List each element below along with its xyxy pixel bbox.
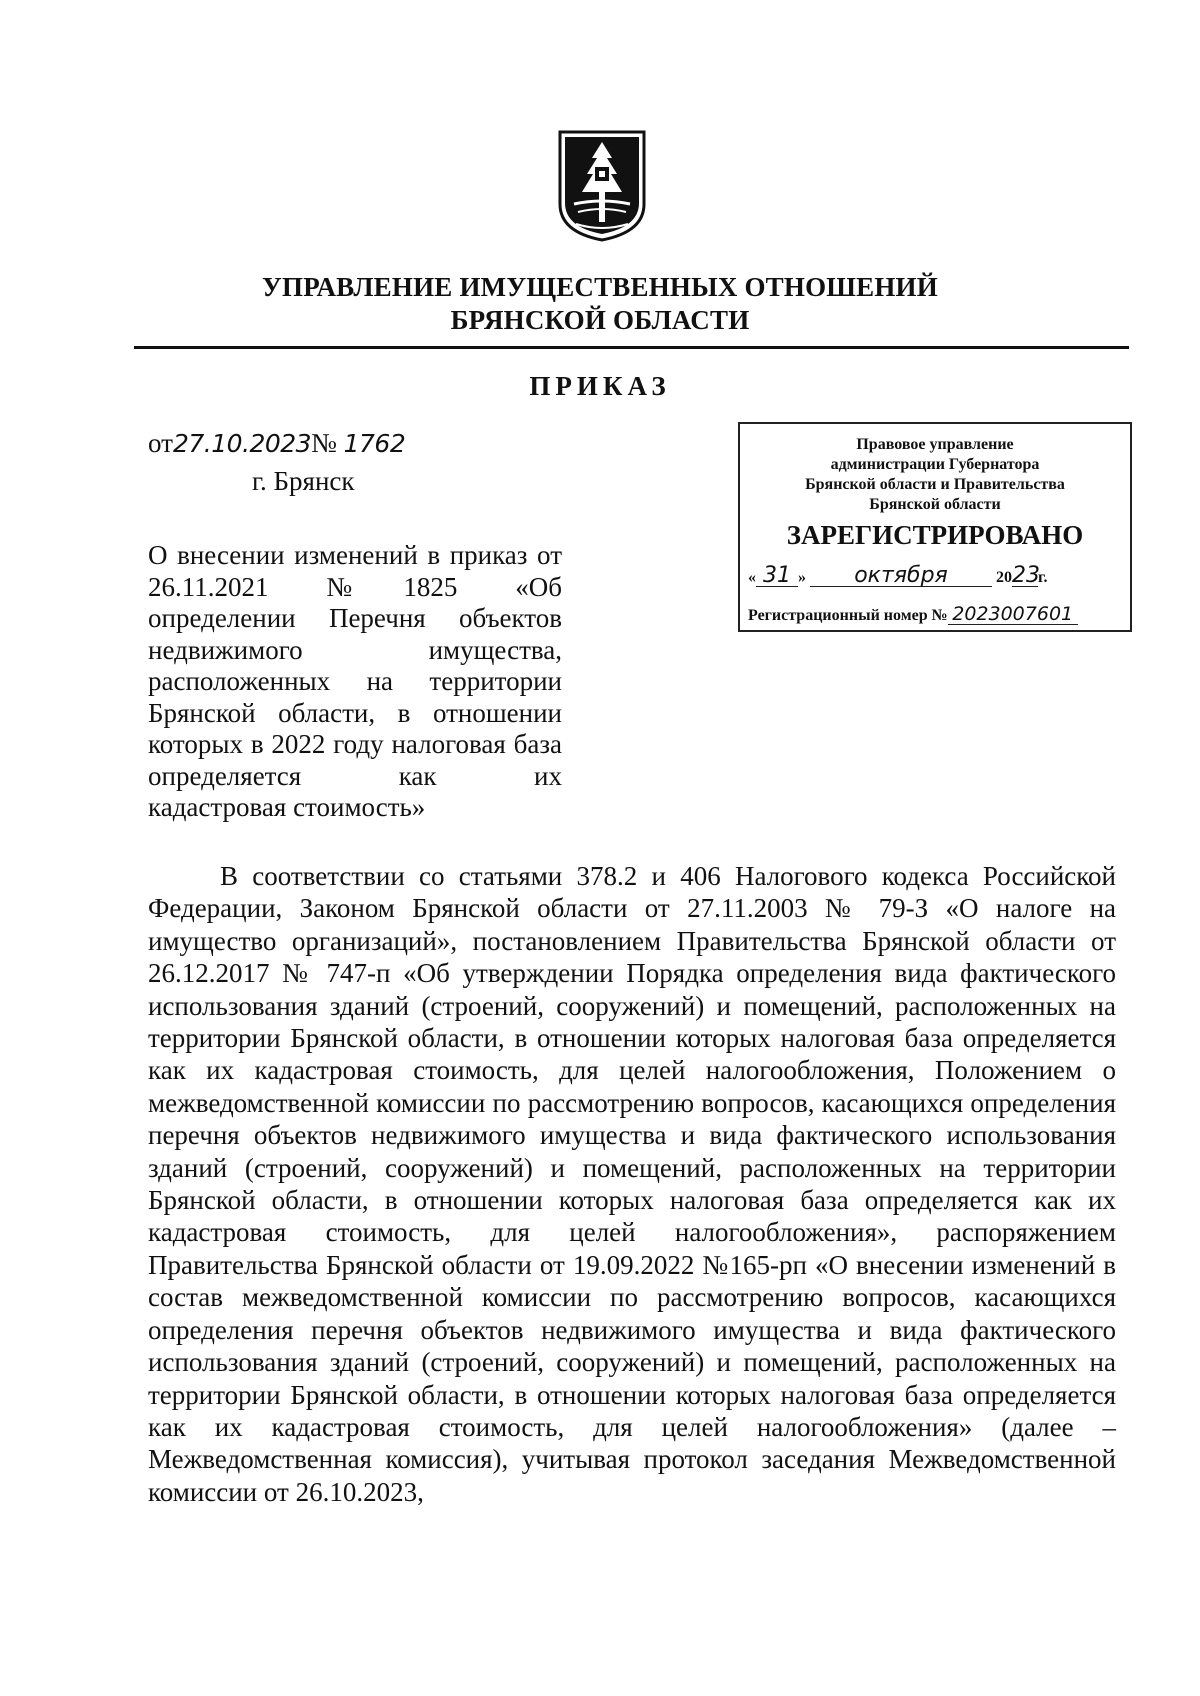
stamp-line2: администрации Губернатора	[830, 456, 1040, 473]
stamp-reg-label: Регистрационный номер №	[748, 607, 948, 624]
stamp-registration-number	[748, 604, 1128, 625]
number-prefix: №	[311, 428, 337, 458]
stamp-registered: ЗАРЕГИСТРИРОВАНО	[786, 520, 1084, 550]
order-subject	[148, 540, 562, 824]
stamp-day-open: «	[748, 569, 756, 586]
stamp-line1: Правовое управление	[856, 436, 1014, 453]
order-subject-text: О внесении изменений в приказ от 26.11.2021 №1825 «Об определении Перечня объектов недвижимого имущества, расположенных на территории Брянской области, в отношении которых в 2022 году налоговая база определяется как их	[148, 540, 562, 791]
stamp-line3: Брянской области и Правительства	[805, 476, 1065, 493]
order-body-paragraph: В соответствии со статьями 378.2 и 406 Налогового кодекса Российской Федерации, Законом Брянской области от 27.11.2003 № 79-З «О налоге на имущество организаций», постановлением Правительства Брянской области от 26.12.2017 № 747-п «Об утверждении Порядка определения вида фактического использования зданий (строений, сооружений) и помещений, расположенных на территории Брянской области, в отношении которых налоговая база определяется как их кадастровая стоимость, для целей налогообложения, Положением о межведомственной комиссии по рассмотрению вопросов, касающихся определения перечня объектов недвижимого имущества и вида фактического использования зданий (строений, сооружений) и помещений, расположенных на территории Брянской области, в отношении которых налоговая база определяется как их кадастровая стоимость, для целей налогообложения», распоряжением Правительства Брянской области от 19.09.2022 №165-рп «О внесении изменений в состав межведомственной комиссии по рассмотрению вопросов, касающихся определения перечня объектов недвижимого имущества и вида фактического использования зданий (строений, сооружений) и помещений, расположенных на территории Брянской области, в отношении которых налоговая база определяется как их кадастровая стоимость, для целей налогообложения» (далее – Межведомственная комиссия), учитывая протокол заседания Межведомственной комиссии от 26.10.2023,	[148, 861, 1116, 1507]
stamp-year: 23	[1012, 563, 1040, 588]
city: г. Брянск	[252, 466, 355, 496]
handwritten-number: 1762	[343, 429, 406, 458]
document-type-title: ПРИКАЗ	[529, 371, 671, 401]
stamp-line4: Брянской области	[869, 496, 1001, 513]
header-divider	[134, 346, 1129, 349]
stamp-month: октября	[810, 566, 992, 587]
stamp-reg-number: 2023007601	[948, 604, 1078, 625]
order-subject-last-line: кадастровая стоимость»	[148, 792, 426, 822]
handwritten-date: 27.10.2023	[172, 429, 312, 458]
organization-name-line2: БРЯНСКОЙ ОБЛАСТИ	[450, 305, 750, 335]
date-prefix: от	[148, 428, 173, 458]
stamp-year-suffix: г.	[1038, 569, 1048, 586]
stamp-day: 31	[756, 566, 798, 587]
stamp-year-prefix: 20	[996, 569, 1012, 586]
registration-stamp	[738, 422, 1132, 632]
stamp-day-close: »	[798, 569, 806, 586]
order-date-number	[148, 428, 405, 459]
bryansk-coat-of-arms-icon	[556, 128, 648, 244]
organization-name-line1: УПРАВЛЕНИЕ ИМУЩЕСТВЕННЫХ ОТНОШЕНИЙ	[262, 272, 938, 302]
stamp-date	[748, 563, 1122, 588]
